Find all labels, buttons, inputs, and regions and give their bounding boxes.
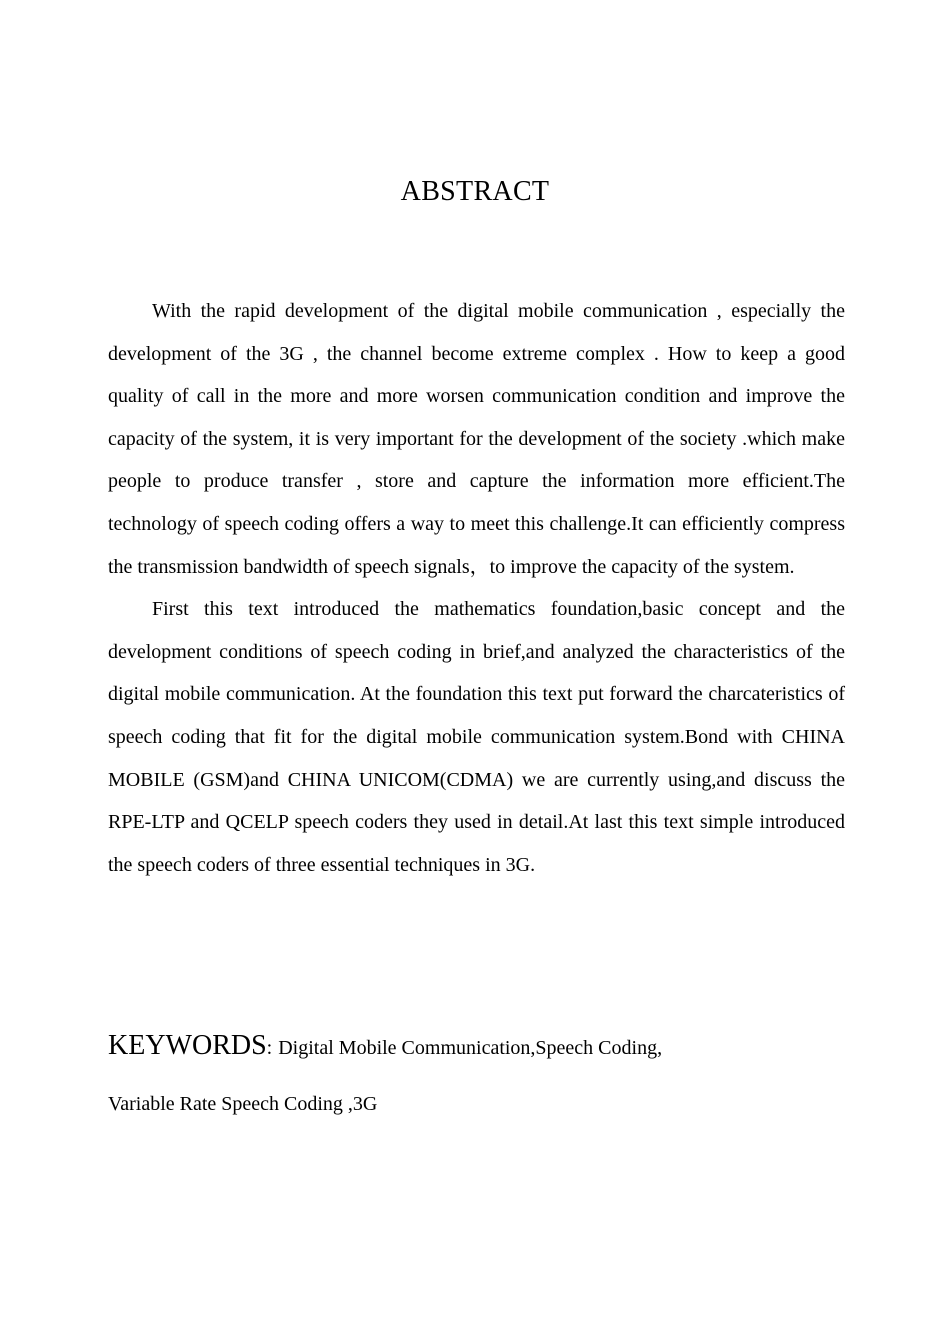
abstract-body — [108, 290, 845, 886]
keywords-label: KEYWORDS — [108, 1030, 267, 1061]
keywords-colon: : — [266, 1037, 273, 1059]
abstract-paragraph-2: First this text introduced the mathematics foundation,basic concept and the development conditions of speech coding in brief,and analyzed the characteristics of the digital mobile communication. At the foundation this text put forward the charcateristics of speech coding that fit for the digital mobile communication system.Bond with CHINA MOBILE (GSM)and CHINA UNICOM(CDMA) we are currently using,and discuss the RPE-LTP and QCELP speech coders they used in detail.At last this text simple introduced the speech coders of three essential techniques in 3G. — [108, 598, 845, 876]
abstract-title: ABSTRACT — [400, 176, 550, 207]
keywords-list-line-1: Digital Mobile Communication,Speech Coding, — [278, 1037, 663, 1059]
abstract-paragraph-1: With the rapid development of the digital mobile communication , especially the development of the 3G , the channel become extreme complex . How to keep a good quality of call in the more and more worsen communication condition and improve the capacity of the system, it is very important for the development of the society .which make people to produce transfer , store and capture the information more efficient.The technology of speech coding offers a way to meet this challenge.It can efficiently compress the transmission bandwidth of speech signals，to improve the capacity of the system. — [108, 300, 845, 578]
keywords-line — [108, 1024, 845, 1072]
keywords-list-line-2: Variable Rate Speech Coding ,3G — [108, 1093, 378, 1115]
